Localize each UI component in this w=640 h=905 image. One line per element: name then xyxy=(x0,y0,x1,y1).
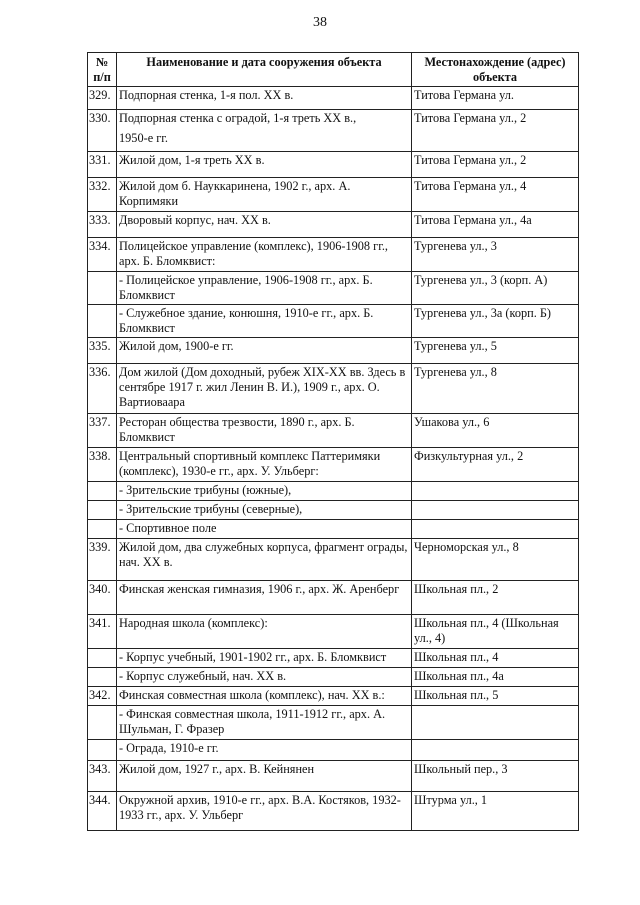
table-row xyxy=(88,87,579,110)
row-address: Школьный пер., 3 xyxy=(412,761,579,792)
row-num: 339. xyxy=(88,539,117,581)
row-address xyxy=(412,740,579,761)
table-row xyxy=(88,110,579,152)
row-num xyxy=(88,740,117,761)
row-num xyxy=(88,649,117,668)
row-num xyxy=(88,482,117,501)
row-num xyxy=(88,668,117,687)
row-num: 341. xyxy=(88,615,117,649)
table-row xyxy=(88,364,579,414)
row-name: Жилой дом, 1900-е гг. xyxy=(117,338,412,364)
row-num: 329. xyxy=(88,87,117,110)
table-row xyxy=(88,706,579,740)
row-address: Школьная пл., 2 xyxy=(412,581,579,615)
row-name: Жилой дом, два служебных корпуса, фрагмент ограды, нач. XX в. xyxy=(117,539,412,581)
row-name: - Служебное здание, конюшня, 1910-е гг., арх. Б. Бломквист xyxy=(117,305,412,338)
row-num: 335. xyxy=(88,338,117,364)
row-num: 333. xyxy=(88,212,117,238)
row-address xyxy=(412,501,579,520)
row-name: - Корпус учебный, 1901-1902 гг., арх. Б. Бломквист xyxy=(117,649,412,668)
row-num xyxy=(88,706,117,740)
table-row xyxy=(88,539,579,581)
row-address: Тургенева ул., 3а (корп. Б) xyxy=(412,305,579,338)
row-name: - Финская совместная школа, 1911-1912 гг., арх. А. Шульман, Г. Фразер xyxy=(117,706,412,740)
monuments-table xyxy=(87,52,579,831)
row-address: Тургенева ул., 3 (корп. А) xyxy=(412,272,579,305)
row-num: 334. xyxy=(88,238,117,272)
row-num xyxy=(88,520,117,539)
row-name: Жилой дом б. Науккаринена, 1902 г., арх. А. Корпимяки xyxy=(117,178,412,212)
row-address: Тургенева ул., 3 xyxy=(412,238,579,272)
row-num: 344. xyxy=(88,792,117,831)
row-name: Подпорная стенка, 1-я пол. XX в. xyxy=(117,87,412,110)
row-name: Окружной архив, 1910-е гг., арх. В.А. Костяков, 1932-1933 гг., арх. У. Ульберг xyxy=(117,792,412,831)
table-row xyxy=(88,761,579,792)
row-address: Тургенева ул., 8 xyxy=(412,364,579,414)
row-address xyxy=(412,482,579,501)
table-row xyxy=(88,649,579,668)
row-num: 332. xyxy=(88,178,117,212)
row-address: Черноморская ул., 8 xyxy=(412,539,579,581)
row-name: Дом жилой (Дом доходный, рубеж XIX-XX вв. Здесь в сентябре 1917 г. жил Ленин В. И.), 1909 г., арх. О. Вартиоваара xyxy=(117,364,412,414)
row-name: Дворовый корпус, нач. XX в. xyxy=(117,212,412,238)
table-row xyxy=(88,581,579,615)
table-row xyxy=(88,414,579,448)
table-row xyxy=(88,305,579,338)
row-name xyxy=(117,110,412,152)
table-row xyxy=(88,740,579,761)
row-name: Полицейское управление (комплекс), 1906-1908 гг., арх. Б. Бломквист: xyxy=(117,238,412,272)
table-row xyxy=(88,792,579,831)
row-name: Финская совместная школа (комплекс), нач. XX в.: xyxy=(117,687,412,706)
row-address: Титова Германа ул., 4а xyxy=(412,212,579,238)
row-num: 336. xyxy=(88,364,117,414)
row-address: Тургенева ул., 5 xyxy=(412,338,579,364)
table-row xyxy=(88,212,579,238)
row-name: Народная школа (комплекс): xyxy=(117,615,412,649)
row-num xyxy=(88,501,117,520)
row-name-line1: Подпорная стенка с оградой, 1-я треть XX в., xyxy=(119,111,357,125)
row-address: Ушакова ул., 6 xyxy=(412,414,579,448)
row-name: - Зрительские трибуны (северные), xyxy=(117,501,412,520)
row-address: Физкультурная ул., 2 xyxy=(412,448,579,482)
table-row xyxy=(88,520,579,539)
header-name: Наименование и дата сооружения объекта xyxy=(117,53,412,87)
row-address: Школьная пл., 4а xyxy=(412,668,579,687)
row-address: Титова Германа ул., 2 xyxy=(412,110,579,152)
row-num xyxy=(88,272,117,305)
row-address: Школьная пл., 5 xyxy=(412,687,579,706)
row-address: Титова Германа ул., 2 xyxy=(412,152,579,178)
table-row xyxy=(88,615,579,649)
table-row xyxy=(88,238,579,272)
row-name: - Корпус служебный, нач. XX в. xyxy=(117,668,412,687)
table-row xyxy=(88,178,579,212)
row-name: Жилой дом, 1927 г., арх. В. Кейнянен xyxy=(117,761,412,792)
row-address: Титова Германа ул., 4 xyxy=(412,178,579,212)
row-num: 331. xyxy=(88,152,117,178)
row-name: Финская женская гимназия, 1906 г., арх. Ж. Аренберг xyxy=(117,581,412,615)
row-num: 340. xyxy=(88,581,117,615)
row-num: 330. xyxy=(88,110,117,152)
row-name: - Зрительские трибуны (южные), xyxy=(117,482,412,501)
row-address: Штурма ул., 1 xyxy=(412,792,579,831)
row-address: Титова Германа ул. xyxy=(412,87,579,110)
table-row xyxy=(88,448,579,482)
row-address: Школьная пл., 4 (Школьная ул., 4) xyxy=(412,615,579,649)
table-row xyxy=(88,152,579,178)
row-num: 343. xyxy=(88,761,117,792)
table-row xyxy=(88,687,579,706)
row-num: 337. xyxy=(88,414,117,448)
table-row xyxy=(88,272,579,305)
row-address: Школьная пл., 4 xyxy=(412,649,579,668)
page-number: 38 xyxy=(313,15,327,30)
row-name: - Спортивное поле xyxy=(117,520,412,539)
row-num xyxy=(88,305,117,338)
table-header-row xyxy=(88,53,579,87)
table-row xyxy=(88,482,579,501)
table-row xyxy=(88,668,579,687)
header-address: Местонахождение (адрес) объекта xyxy=(412,53,579,87)
row-name: - Полицейское управление, 1906-1908 гг., арх. Б. Бломквист xyxy=(117,272,412,305)
row-address xyxy=(412,520,579,539)
row-num: 342. xyxy=(88,687,117,706)
header-num: № п/п xyxy=(88,53,117,87)
row-name: Ресторан общества трезвости, 1890 г., арх. Б. Бломквист xyxy=(117,414,412,448)
row-name: - Ограда, 1910-е гг. xyxy=(117,740,412,761)
row-name: Жилой дом, 1-я треть XX в. xyxy=(117,152,412,178)
row-num: 338. xyxy=(88,448,117,482)
row-name: Центральный спортивный комплекс Паттеримяки (комплекс), 1930-е гг., арх. У. Ульберг: xyxy=(117,448,412,482)
table-row xyxy=(88,338,579,364)
table-row xyxy=(88,501,579,520)
row-address xyxy=(412,706,579,740)
row-name-line2: 1950-е гг. xyxy=(119,131,168,145)
